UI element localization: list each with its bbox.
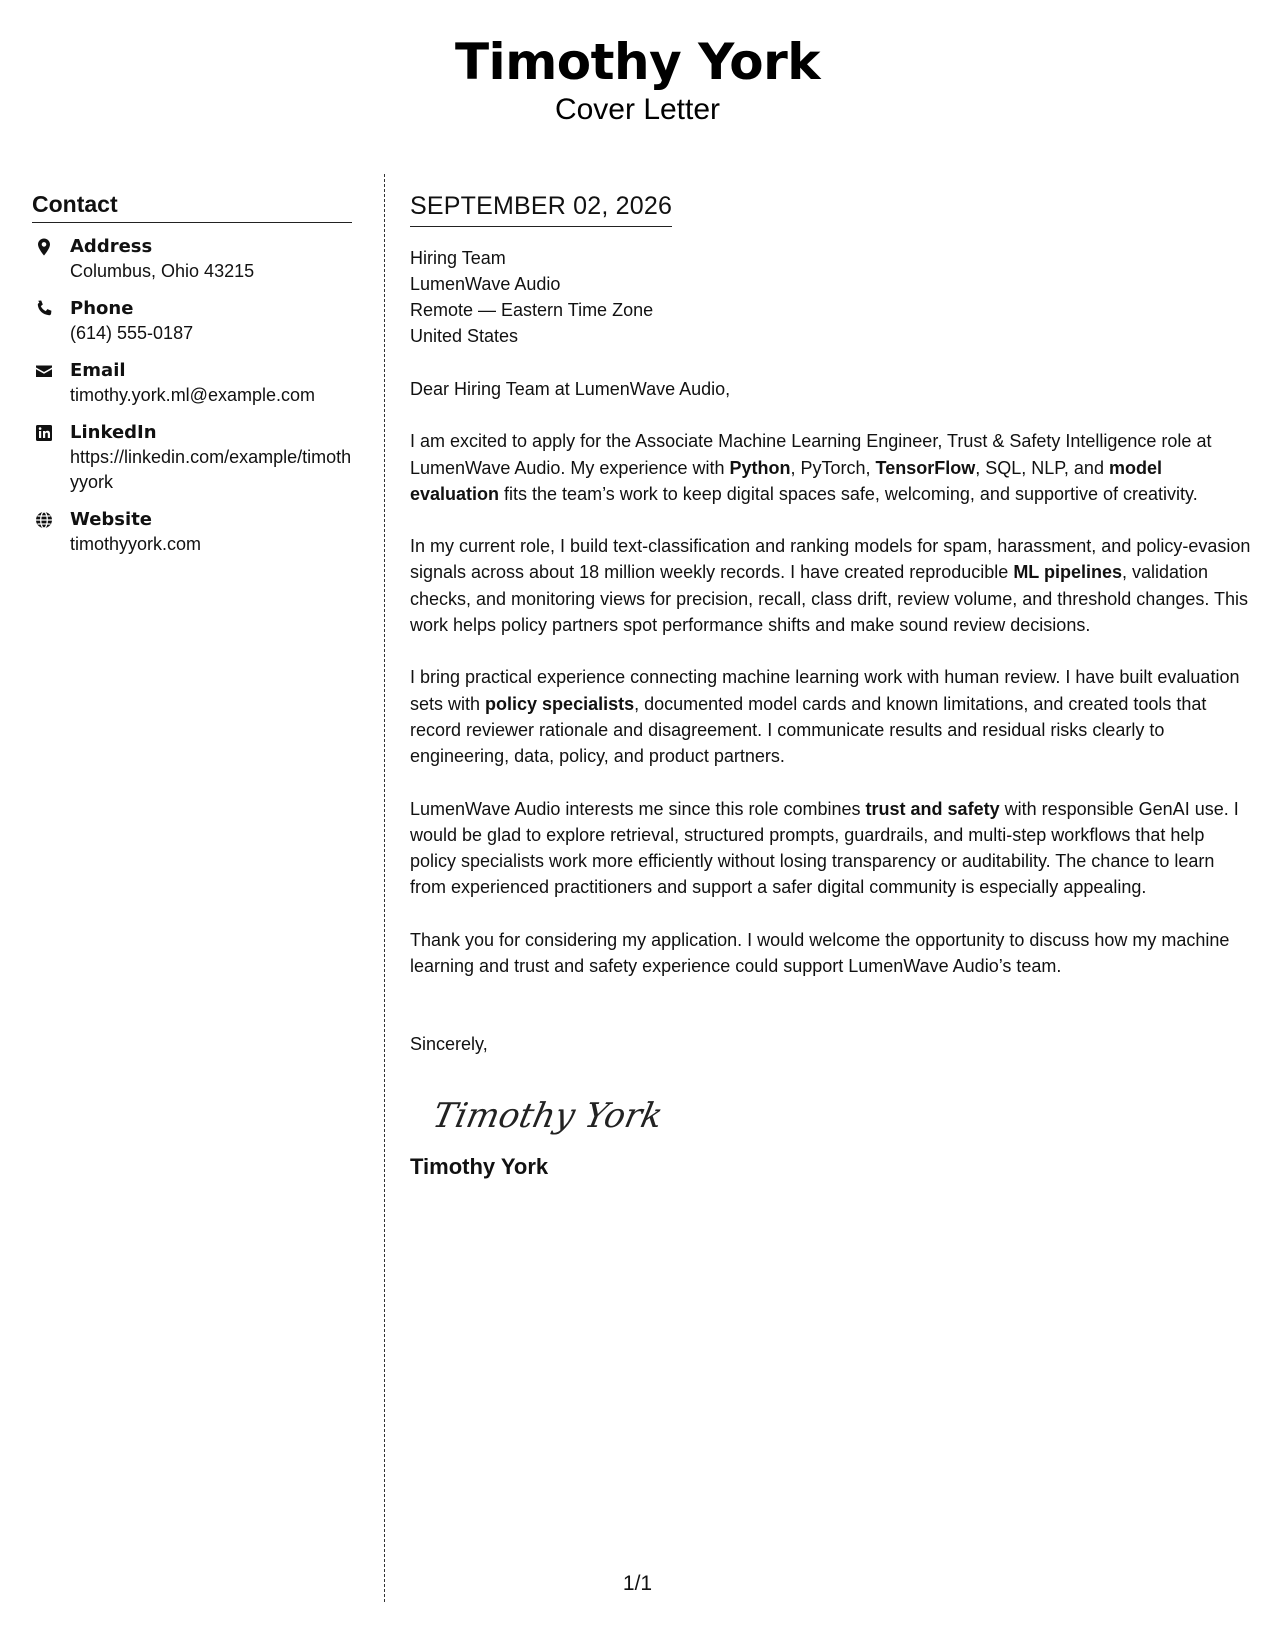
bold-keyword: policy specialists [485,693,635,714]
contact-sidebar [32,190,352,570]
globe-icon [34,510,54,530]
body-paragraph [410,428,1255,507]
contact-item-phone [32,297,352,346]
contact-item-email [32,359,352,408]
body-paragraph [410,927,1255,980]
bold-keyword: ML pipelines [1013,562,1122,583]
text-run: fits the team’s work to keep digital spaces safe, welcoming, and supportive of creativity. [499,483,1198,504]
recipient-line: United States [410,326,519,346]
contact-website-value[interactable]: timothyyork.com [70,534,202,554]
text-run: LumenWave Audio interests me since this role combines [410,798,866,819]
recipient-block [410,245,1255,349]
body-paragraph [410,796,1255,901]
signer-name: Timothy York [410,1154,549,1180]
closing: Sincerely, [410,1034,488,1055]
text-run: , SQL, NLP, and [975,457,1109,478]
document-subtitle: Cover Letter [554,93,721,126]
text-run: , PyTorch, [790,457,876,478]
bold-keyword: trust and safety [865,798,1000,819]
contact-label: Website [70,509,153,530]
text-run: with responsible GenAI use. I would be glad to explore retrieval, structured prompts, guardrails, and multi-step workflows that help policy specialists work more efficiently without losing transparency or auditability. The chance to learn from experienced practitioners and support a safer digital community is especially appealing. [410,798,1239,898]
bold-keyword: TensorFlow [875,457,976,478]
contact-label: Phone [70,298,134,319]
text-run: In my current role, I build text-classification and ranking models for spam, harassment, and policy-evasion signals across about 18 million weekly records. I have created reproducible [410,536,1251,583]
column-divider [384,174,385,1602]
text-run: I bring practical experience connecting machine learning work with human review. I have built evaluation sets with [410,667,1240,714]
phone-icon [34,299,54,319]
contact-label: Email [70,360,126,381]
signature-text: Timothy York [434,1096,667,1137]
contact-address-value: Columbus, Ohio 43215 [70,261,255,281]
greeting: Dear Hiring Team at LumenWave Audio, [410,379,731,399]
letter-date: SEPTEMBER 02, 2026 [410,190,672,227]
bold-keyword: Python [729,457,791,478]
page-number: 1/1 [622,1572,653,1595]
linkedin-icon [34,423,54,443]
contact-label: Address [70,236,153,257]
contact-item-address [32,235,352,284]
envelope-icon [34,361,54,381]
handwritten-signature [434,1085,1255,1145]
applicant-name: Timothy York [454,33,821,91]
text-run: , documented model cards and known limitations, and created tools that record reviewer rationale and disagreement. I communicate results and residual risks clearly to engineering, data, policy, and product partners. [410,693,1207,767]
recipient-line: LumenWave Audio [410,274,561,294]
contact-email-value[interactable]: timothy.york.ml@example.com [70,385,315,405]
contact-item-website [32,508,352,557]
text-run: I am excited to apply for the Associate Machine Learning Engineer, Trust & Safety Intelligence role at LumenWave Audio. My experience with [410,431,1212,478]
letter-body [410,190,1255,1181]
map-pin-icon [34,237,54,257]
letter-header [0,30,1275,128]
contact-label: LinkedIn [70,422,157,443]
contact-phone-value: (614) 555-0187 [70,323,194,343]
text-run: Thank you for considering my application. I would welcome the opportunity to discuss how my machine learning and trust and safety experience could support LumenWave Audio’s team. [410,929,1230,977]
contact-list [32,235,352,557]
recipient-line: Hiring Team [410,248,506,268]
signature-image [434,1085,694,1145]
contact-linkedin-value[interactable]: https://linkedin.com/example/timothyyork [70,447,352,492]
bold-keyword: model evaluation [410,457,1162,504]
body-paragraph [410,533,1255,638]
contact-heading: Contact [32,190,352,223]
recipient-line: Remote — Eastern Time Zone [410,300,654,320]
contact-item-linkedin [32,421,352,495]
text-run: , validation checks, and monitoring views for precision, recall, class drift, review volume, and threshold changes. This work helps policy partners spot performance shifts and make sound review decisions. [410,562,1249,636]
body-paragraph [410,664,1255,769]
